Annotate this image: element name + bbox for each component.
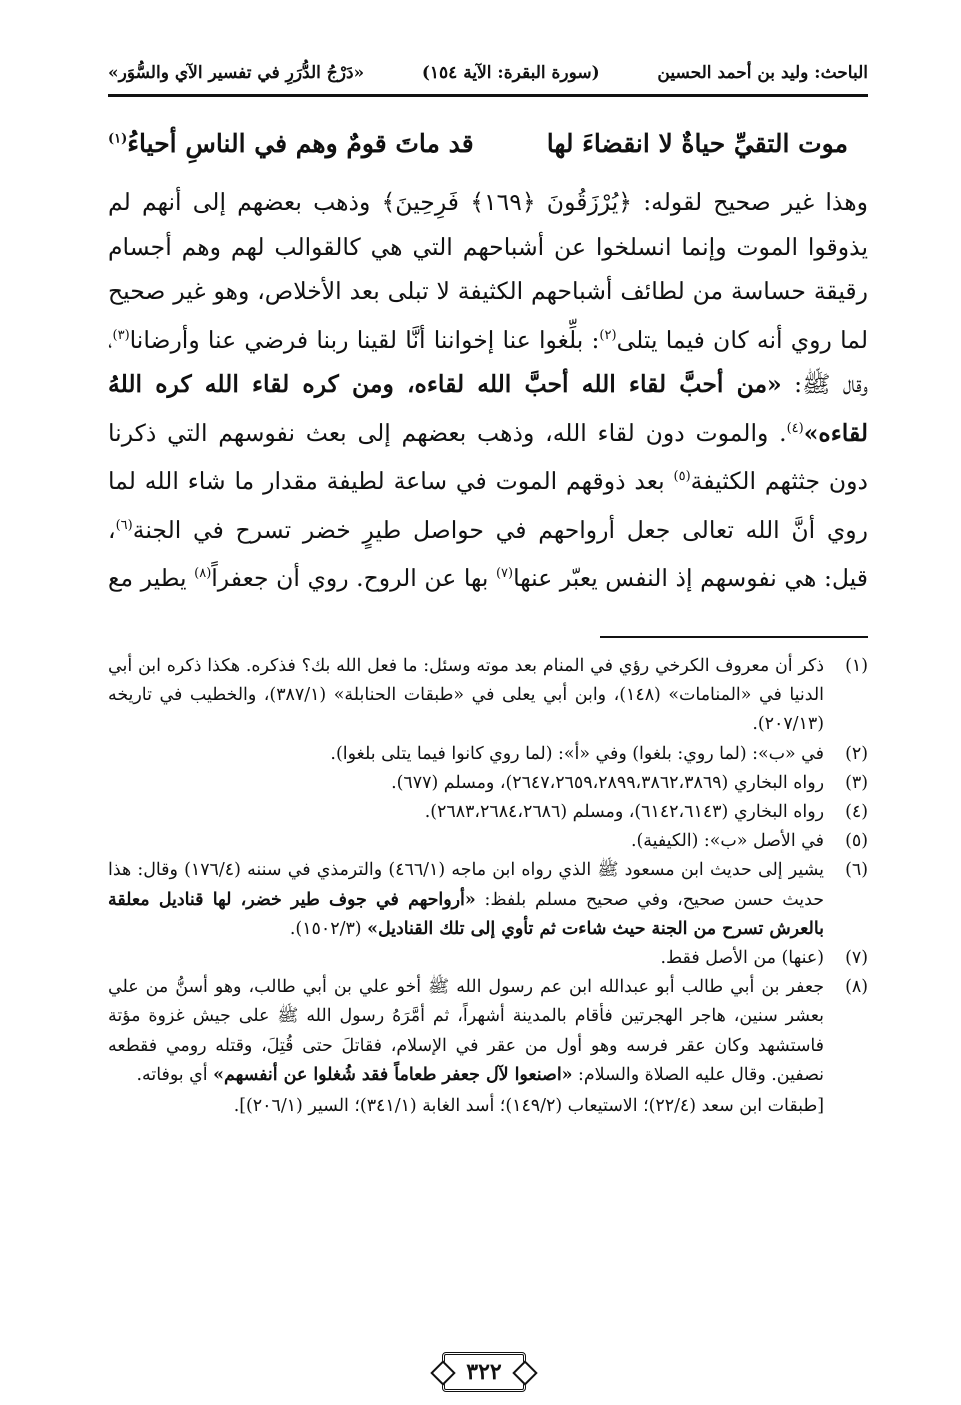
- footnote-item: [108, 740, 868, 769]
- main-text: [108, 180, 868, 600]
- footnote-number: (٢): [845, 743, 868, 764]
- header-divider: [108, 94, 868, 97]
- footnote-ref-3[interactable]: (٣): [112, 327, 130, 343]
- footnote-item: [108, 652, 868, 740]
- footnote-sources: [طبقات ابن سعد (٢٢/٤)؛ الاستيعاب (١٤٩/٢)؛ أسد الغابة (٣٤١/١)؛ السير (٢٠٦/١)].: [233, 1096, 824, 1117]
- verse-first-half: موت التقيِّ حياةٌ لا انقضاءَ لها: [546, 128, 848, 158]
- footnote-ref-7[interactable]: (٧): [495, 566, 514, 582]
- footnote-item: [108, 827, 868, 856]
- footnote-text: جعفر بن أبي طالب أبو عبدالله ابن عم رسول الله ﷺ أخو علي بن أبي طالب، وهو أسنُّ من علي بعشر سنين، هاجر الهجرتين فأقام بالمدينة أشهراً، ثم أمَّرَهُ رسول الله ﷺ على جيش غزوة مؤتة فاستشهد وكان عقر فرسه وهو أول من عقر في الإسلام، فقاتلَ حتى قُتِلَ، وقتله رومي فقطعه نصفين. وقال عليه الصلاة والسلام: «اصنعوا لآل جعفر طعاماً فقد شُغلوا عن أنفسهم» أي بوفاته.: [108, 977, 824, 1085]
- footnote-text: في «ب»: (لما روي: بلغوا) وفي «أ»: (لما روي كانوا فيما يتلى بلغوا).: [330, 743, 824, 764]
- footnotes-section: [108, 652, 868, 1121]
- main-paragraph: وهذا غير صحيح لقوله: ﴿يُرْزَقُونَ ﴿١٦٩﴾ فَرِحِينَ﴾ وذهب بعضهم إلى أنهم لم يذوقوا الموت وإنما انسلخوا عن أشباحهم التي هي كالقوالب لهم وهم أجسام رقيقة حساسة من لطائف أشباحهم الكثيفة لا تبلى بعد الأخلاص، وهو غير صحيح لما روي أنه كان فيما يتلى$^{(٢)}$: بلِّغوا عنا إخواننا أنَّا لقينا ربنا فرضي عنا وأرضانا$^{(٣)}$، وقال ﷺ: «من أحبَّ لقاء الله أحبَّ الله لقاءه، ومن كره لقاء الله كره اللهُ لقاءه»$^{(٤)}$. والموت دون لقاء الله، وذهب بعضهم إلى بعث نفوسهم التي ذكرنا دون جثثهم الكثيفة$^{(٥)}$ بعد ذوقهم الموت في ساعة لطيفة مقدار ما شاء الله لما روي أنَّ الله تعالى جعل أرواحهم في حواصل طيرٍ خضر تسرح في الجنة$^{(٦)}$، قيل: هي نفوسهم إذ النفس يعبّر عنها$^{(٧)}$ بها عن الروح. روي أن جعفراً$^{(٨)}$ يطير مع: [108, 188, 869, 592]
- hadith-quote: «اصنعوا لآل جعفر طعاماً فقد شُغلوا عن أنفسهم»: [213, 1064, 573, 1085]
- footnote-ref-6[interactable]: (٦): [115, 517, 133, 533]
- poetry-verse: [108, 118, 848, 168]
- footnote-ref-4[interactable]: (٤): [786, 420, 804, 436]
- footnote-text: ذكر أن معروف الكرخي رؤي في المنام بعد موته وسئل: ما فعل الله بك؟ فذكره. هكذا ذكره ابن أبي الدنيا في «المنامات» (١٤٨)، وابن أبي يعلى في «طبقات الحنابلة» (٣٨٧/١)، والخطيب في تاريخه (٢٠٧/١٣).: [108, 656, 824, 735]
- footnote-number: (٥): [845, 831, 868, 852]
- footnote-item: [108, 973, 868, 1090]
- footnote-item: [108, 944, 868, 973]
- header-surah-reference: (سورة البقرة: الآية ١٥٤): [421, 63, 600, 83]
- footnote-text: يشير إلى حديث ابن مسعود ﷺ الذي رواه ابن ماجه (٤٦٦/١) والترمذي في سننه (١٧٦/٤) وقال: هذا حديث حسن صحيح، وفي صحيح مسلم بلفظ: «أرواحهم في جوف طير خضر، لها قناديل معلقة بالعرش تسرح من الجنة حيث شاءت ثم تأوي إلى تلك القناديل» (١٥٠٢/٣).: [108, 860, 825, 939]
- footnote-ref-2[interactable]: (٢): [599, 327, 617, 343]
- footnote-item: [108, 798, 868, 827]
- header-book-title: «دَرْجُ الدُّرَرِ في تفسير الآي والسُّوَر»: [108, 63, 365, 83]
- footnote-text: (عنها) من الأصل فقط.: [660, 948, 824, 969]
- footnote-number: (١): [845, 656, 868, 676]
- footnote-text: رواه البخاري (٦١٤٢،٦١٤٣)، ومسلم (٢٦٨٣،٢٦٨٤،٢٦٨٦).: [424, 802, 824, 823]
- running-header: [108, 56, 868, 90]
- footnote-text: في الأصل «ب»: (الكيفية).: [630, 831, 824, 852]
- footnote-separator: [600, 636, 868, 638]
- header-author: الباحث: وليد بن أحمد الحسين: [657, 63, 868, 83]
- footnote-item: [108, 856, 868, 944]
- footnote-text: رواه البخاري (٢٦٤٧،٢٦٥٩،٢٨٩٩،٣٨٦٢،٣٨٦٩)، ومسلم (٦٧٧).: [391, 772, 824, 793]
- footnote-number: (٨): [845, 977, 868, 998]
- footnote-ref-1[interactable]: (١): [108, 131, 128, 147]
- page-number: ٣٢٢: [442, 1352, 526, 1392]
- verse-second-half: قد ماتَ قومٌ وهم في الناسِ أحياءُ$^{(١)}$: [108, 128, 474, 158]
- footnote-ref-8[interactable]: (٨): [194, 566, 212, 582]
- hadith-quote: «من أحبَّ لقاء الله أحبَّ الله لقاءه، ومن كره لقاء الله كره اللهُ لقاءه»: [108, 370, 868, 447]
- footnote-number: (٤): [845, 802, 868, 823]
- footnote-number: (٣): [845, 772, 868, 793]
- hadith-quote: «أرواحهم في جوف طير خضر، لها قناديل معلقة بالعرش تسرح من الجنة حيث شاءت ثم تأوي إلى تلك القناديل»: [108, 889, 824, 939]
- footnote-number: (٦): [845, 860, 868, 881]
- footnote-ref-5[interactable]: (٥): [673, 469, 691, 485]
- footnote-number: (٧): [845, 948, 868, 969]
- footnote-item: [108, 769, 868, 798]
